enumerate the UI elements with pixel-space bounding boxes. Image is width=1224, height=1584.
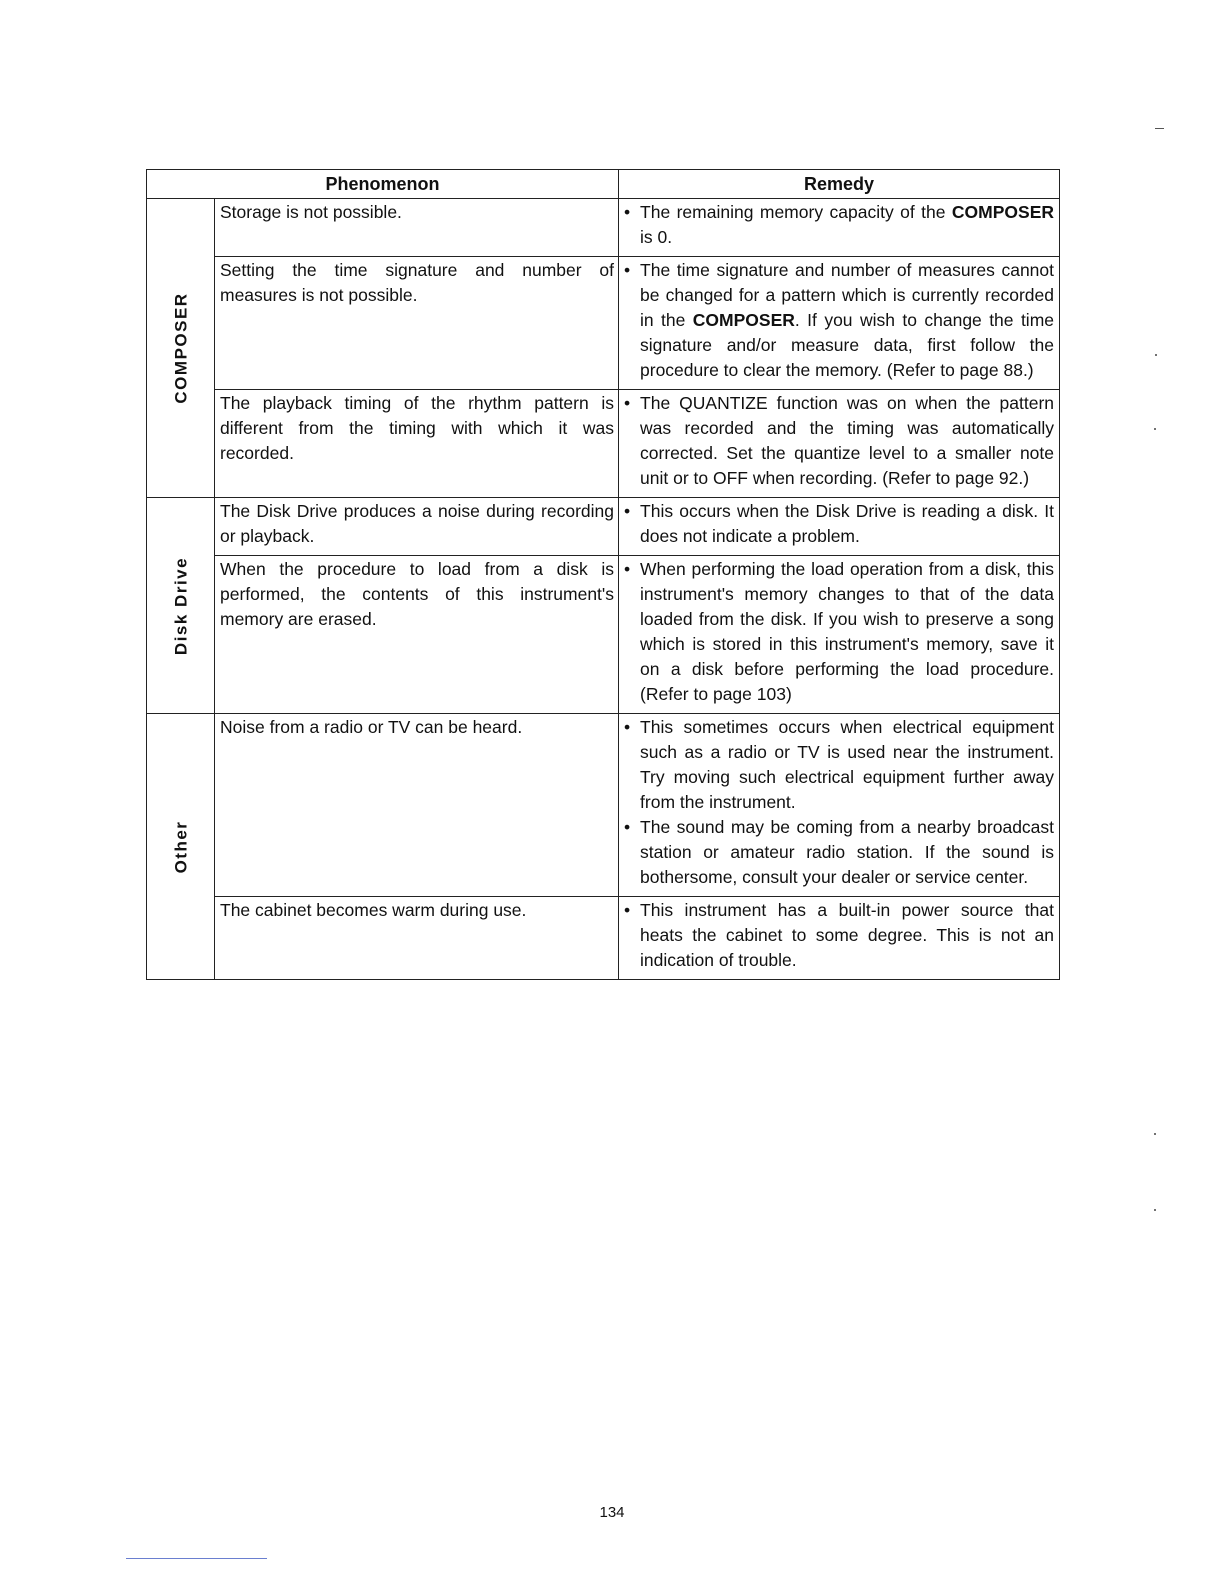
remedy-text [640, 258, 1054, 383]
category-label: COMPOSER [171, 292, 190, 404]
remedy-text [640, 391, 1054, 491]
remedy-cell [619, 390, 1060, 498]
phenomenon-cell: The cabinet becomes warm during use. [215, 897, 619, 980]
remedy-text [640, 499, 1054, 549]
phenomenon-cell: The Disk Drive produces a noise during recording or playback. [215, 498, 619, 556]
margin-speck [1154, 428, 1156, 430]
remedy-item [624, 200, 1054, 250]
remedy-text [640, 898, 1054, 973]
remedy-text-part: This occurs when the Disk Drive is reading a disk. It does not indicate a problem. [640, 501, 1055, 546]
category-cell [147, 498, 215, 714]
table-row [147, 556, 1060, 714]
table-header-row [147, 170, 1060, 199]
phenomenon-cell: When the procedure to load from a disk is performed, the contents of this instrument's memory are erased. [215, 556, 619, 714]
remedy-cell [619, 498, 1060, 556]
phenomenon-cell: Noise from a radio or TV can be heard. [215, 714, 619, 897]
remedy-text [640, 815, 1054, 890]
bullet-icon: • [624, 393, 631, 413]
margin-mark [1155, 128, 1164, 129]
remedy-item [624, 499, 1054, 549]
remedy-text [640, 715, 1054, 815]
footer-rule [126, 1558, 267, 1559]
table-body [147, 199, 1060, 980]
margin-speck [1154, 1209, 1156, 1211]
bullet-icon: • [624, 501, 631, 521]
phenomenon-cell: The playback timing of the rhythm pattern is different from the timing with which it was recorded. [215, 390, 619, 498]
table-row [147, 897, 1060, 980]
remedy-text-emphasis: COMPOSER [692, 310, 795, 330]
category-label: Other [171, 820, 190, 873]
table-row [147, 714, 1060, 897]
remedy-text [640, 200, 1054, 250]
category-label: Disk Drive [171, 556, 190, 655]
remedy-header: Remedy [619, 170, 1060, 199]
remedy-cell [619, 556, 1060, 714]
remedy-text-part: This sometimes occurs when electrical equipment such as a radio or TV is used near the instrument. Try moving such electrical equipment further away from the instrument. [640, 717, 1055, 812]
category-cell [147, 714, 215, 980]
troubleshooting-table [146, 169, 1060, 980]
remedy-text-part: The remaining memory capacity of the [640, 202, 952, 222]
phenomenon-cell: Setting the time signature and number of measures is not possible. [215, 257, 619, 390]
remedy-text [640, 557, 1054, 707]
bullet-icon: • [624, 559, 631, 579]
margin-speck [1154, 1133, 1156, 1135]
remedy-cell [619, 199, 1060, 257]
remedy-cell [619, 257, 1060, 390]
remedy-item [624, 557, 1054, 707]
bullet-icon: • [624, 900, 631, 920]
remedy-cell [619, 714, 1060, 897]
remedy-text-part: When performing the load operation from a disk, this instrument's memory changes to that of the data loaded from the disk. If you wish to preserve a song which is stored in this instrument's memory, save it on a disk before performing the load procedure. (Refer to page 103) [640, 559, 1055, 704]
table-row [147, 498, 1060, 556]
remedy-text-part: The QUANTIZE function was on when the pattern was recorded and the timing was automatically corrected. Set the quantize level to a smaller note unit or to OFF when recording. (Refer to page 92.) [640, 393, 1055, 488]
remedy-text-part: is 0. [640, 227, 673, 247]
bullet-icon: • [624, 817, 631, 837]
margin-speck [1155, 354, 1157, 356]
remedy-text-part: This instrument has a built-in power source that heats the cabinet to some degree. This is not an indication of trouble. [640, 900, 1055, 970]
remedy-item [624, 898, 1054, 973]
table-row [147, 199, 1060, 257]
category-cell [147, 199, 215, 498]
phenomenon-cell: Storage is not possible. [215, 199, 619, 257]
bullet-icon: • [624, 717, 631, 737]
page-number: 134 [599, 1504, 625, 1521]
remedy-text-part: . If you wish to change the time signature and/or measure data, first follow the procedure to clear the memory. (Refer to page 88.) [640, 310, 1055, 380]
remedy-text-emphasis: COMPOSER [951, 202, 1055, 222]
table-row [147, 257, 1060, 390]
table-row [147, 390, 1060, 498]
remedy-item [624, 258, 1054, 383]
remedy-text-part: The sound may be coming from a nearby broadcast station or amateur radio station. If the sound is bothersome, consult your dealer or service center. [640, 817, 1055, 887]
phenomenon-header: Phenomenon [147, 170, 619, 199]
remedy-item [624, 715, 1054, 815]
remedy-cell [619, 897, 1060, 980]
bullet-icon: • [624, 202, 631, 222]
bullet-icon: • [624, 260, 631, 280]
remedy-text-part: The time signature and number of measures cannot be changed for a pattern which is currently recorded in the [640, 260, 1055, 330]
remedy-item [624, 391, 1054, 491]
remedy-item [624, 815, 1054, 890]
